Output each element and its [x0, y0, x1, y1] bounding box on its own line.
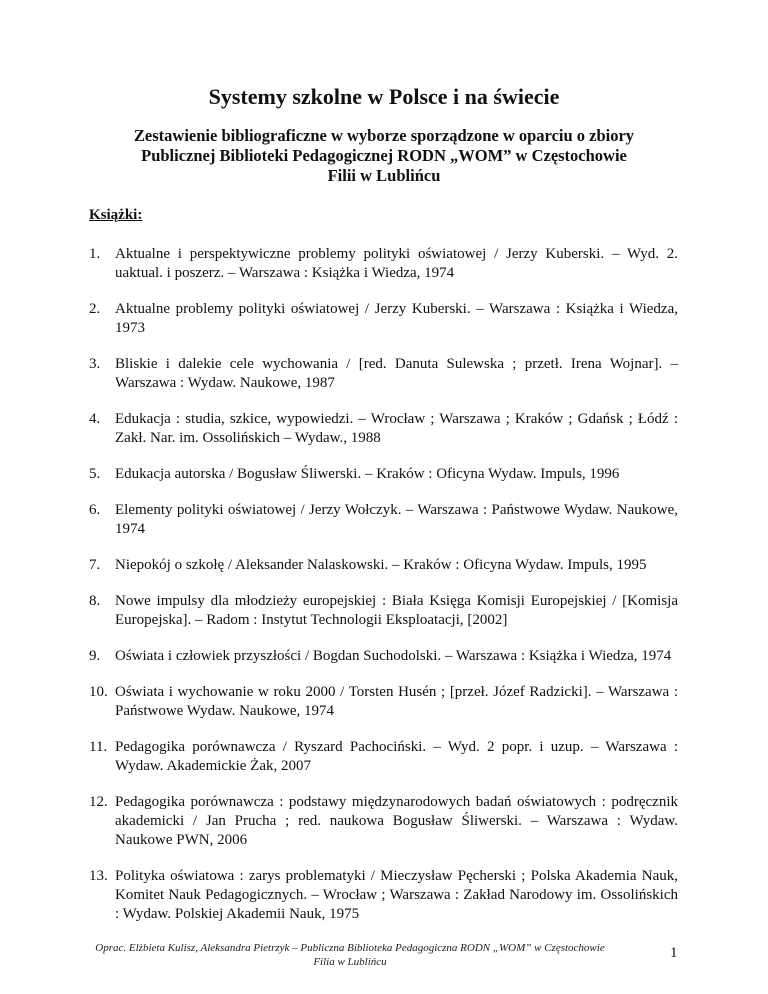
subtitle-line: Publicznej Biblioteki Pedagogicznej RODN „WOM” w Częstochowie	[141, 146, 627, 165]
list-item	[89, 355, 678, 393]
list-item	[89, 683, 678, 721]
entry-number: 2.	[89, 301, 101, 317]
entry-number: 8.	[89, 593, 101, 609]
document-subtitle	[90, 126, 678, 186]
page-footer: Oprac. Elżbieta Kulisz, Aleksandra Pietrzyk – Publiczna Biblioteka Pedagogiczna RODN „WOM” w Częstochowie Filia w Lublińcu	[95, 942, 605, 968]
entry-number: 7.	[89, 557, 101, 573]
page-number: 1	[670, 945, 678, 961]
list-item	[89, 501, 678, 539]
list-item	[89, 245, 678, 283]
list-item	[89, 592, 678, 630]
entry-text: Nowe impulsy dla młodzieży europejskiej : Biała Księga Komisji Europejskiej / [Komisja Europejska]. – Radom : Instytut Technologii Eksploatacji, [2002]	[115, 593, 678, 628]
entry-text: Aktualne problemy polityki oświatowej / Jerzy Kuberski. – Warszawa : Książka i Wiedza, 1973	[115, 301, 678, 336]
entry-number: 12.	[89, 794, 108, 810]
entry-text: Niepokój o szkołę / Aleksander Nalaskowski. – Kraków : Oficyna Wydaw. Impuls, 1995	[115, 557, 647, 573]
list-item	[89, 793, 678, 850]
list-item	[89, 410, 678, 448]
entry-number: 1.	[89, 246, 101, 262]
subtitle-line: Filii w Lublińcu	[327, 166, 441, 185]
entry-text: Edukacja : studia, szkice, wypowiedzi. – Wrocław ; Warszawa ; Kraków ; Gdańsk ; Łódź : Zakł. Nar. im. Ossolińskich – Wydaw., 1988	[115, 411, 678, 446]
list-item	[89, 300, 678, 338]
entry-number: 5.	[89, 466, 101, 482]
entry-text: Aktualne i perspektywiczne problemy polityki oświatowej / Jerzy Kuberski. – Wyd. 2. uaktual. i poszerz. – Warszawa : Książka i Wiedza, 1974	[115, 246, 678, 281]
list-item	[89, 867, 678, 924]
entry-number: 4.	[89, 411, 101, 427]
entry-text: Elementy polityki oświatowej / Jerzy Wołczyk. – Warszawa : Państwowe Wydaw. Naukowe, 1974	[115, 502, 678, 537]
entry-text: Polityka oświatowa : zarys problematyki / Mieczysław Pęcherski ; Polska Akademia Nauk, Komitet Nauk Pedagogicznych. – Wrocław ; Warszawa : Zakład Narodowy im. Ossolińskich : Wydaw. Polskiej Akademii Nauk, 1975	[115, 868, 678, 922]
bibliography-list	[89, 245, 678, 924]
list-item	[89, 556, 678, 575]
entry-number: 6.	[89, 502, 101, 518]
entry-text: Edukacja autorska / Bogusław Śliwerski. – Kraków : Oficyna Wydaw. Impuls, 1996	[115, 466, 620, 482]
entry-text: Oświata i wychowanie w roku 2000 / Torsten Husén ; [przeł. Józef Radzicki]. – Warszawa : Państwowe Wydaw. Naukowe, 1974	[115, 684, 678, 719]
entry-text: Pedagogika porównawcza / Ryszard Pachociński. – Wyd. 2 popr. i uzup. – Warszawa : Wydaw. Akademickie Żak, 2007	[115, 739, 678, 774]
list-item	[89, 465, 678, 484]
entry-text: Bliskie i dalekie cele wychowania / [red. Danuta Sulewska ; przetł. Irena Wojnar]. – Warszawa : Wydaw. Naukowe, 1987	[115, 356, 678, 391]
document-title: Systemy szkolne w Polsce i na świecie	[208, 84, 560, 109]
list-item	[89, 738, 678, 776]
entry-number: 10.	[89, 684, 108, 700]
entry-number: 9.	[89, 648, 101, 664]
entry-text: Oświata i człowiek przyszłości / Bogdan Suchodolski. – Warszawa : Książka i Wiedza, 1974	[115, 648, 672, 664]
entry-number: 3.	[89, 356, 101, 372]
entry-number: 13.	[89, 868, 108, 884]
subtitle-line: Zestawienie bibliograficzne w wyborze sporządzone w oparciu o zbiory	[133, 126, 635, 145]
entry-number: 11.	[89, 739, 108, 755]
list-item	[89, 647, 678, 666]
entry-text: Pedagogika porównawcza : podstawy międzynarodowych badań oświatowych : podręcznik akademicki / Jan Prucha ; red. naukowa Bogusław Śliwerski. – Warszawa : Wydaw. Naukowe PWN, 2006	[115, 794, 678, 848]
section-heading: Książki:	[89, 207, 143, 223]
